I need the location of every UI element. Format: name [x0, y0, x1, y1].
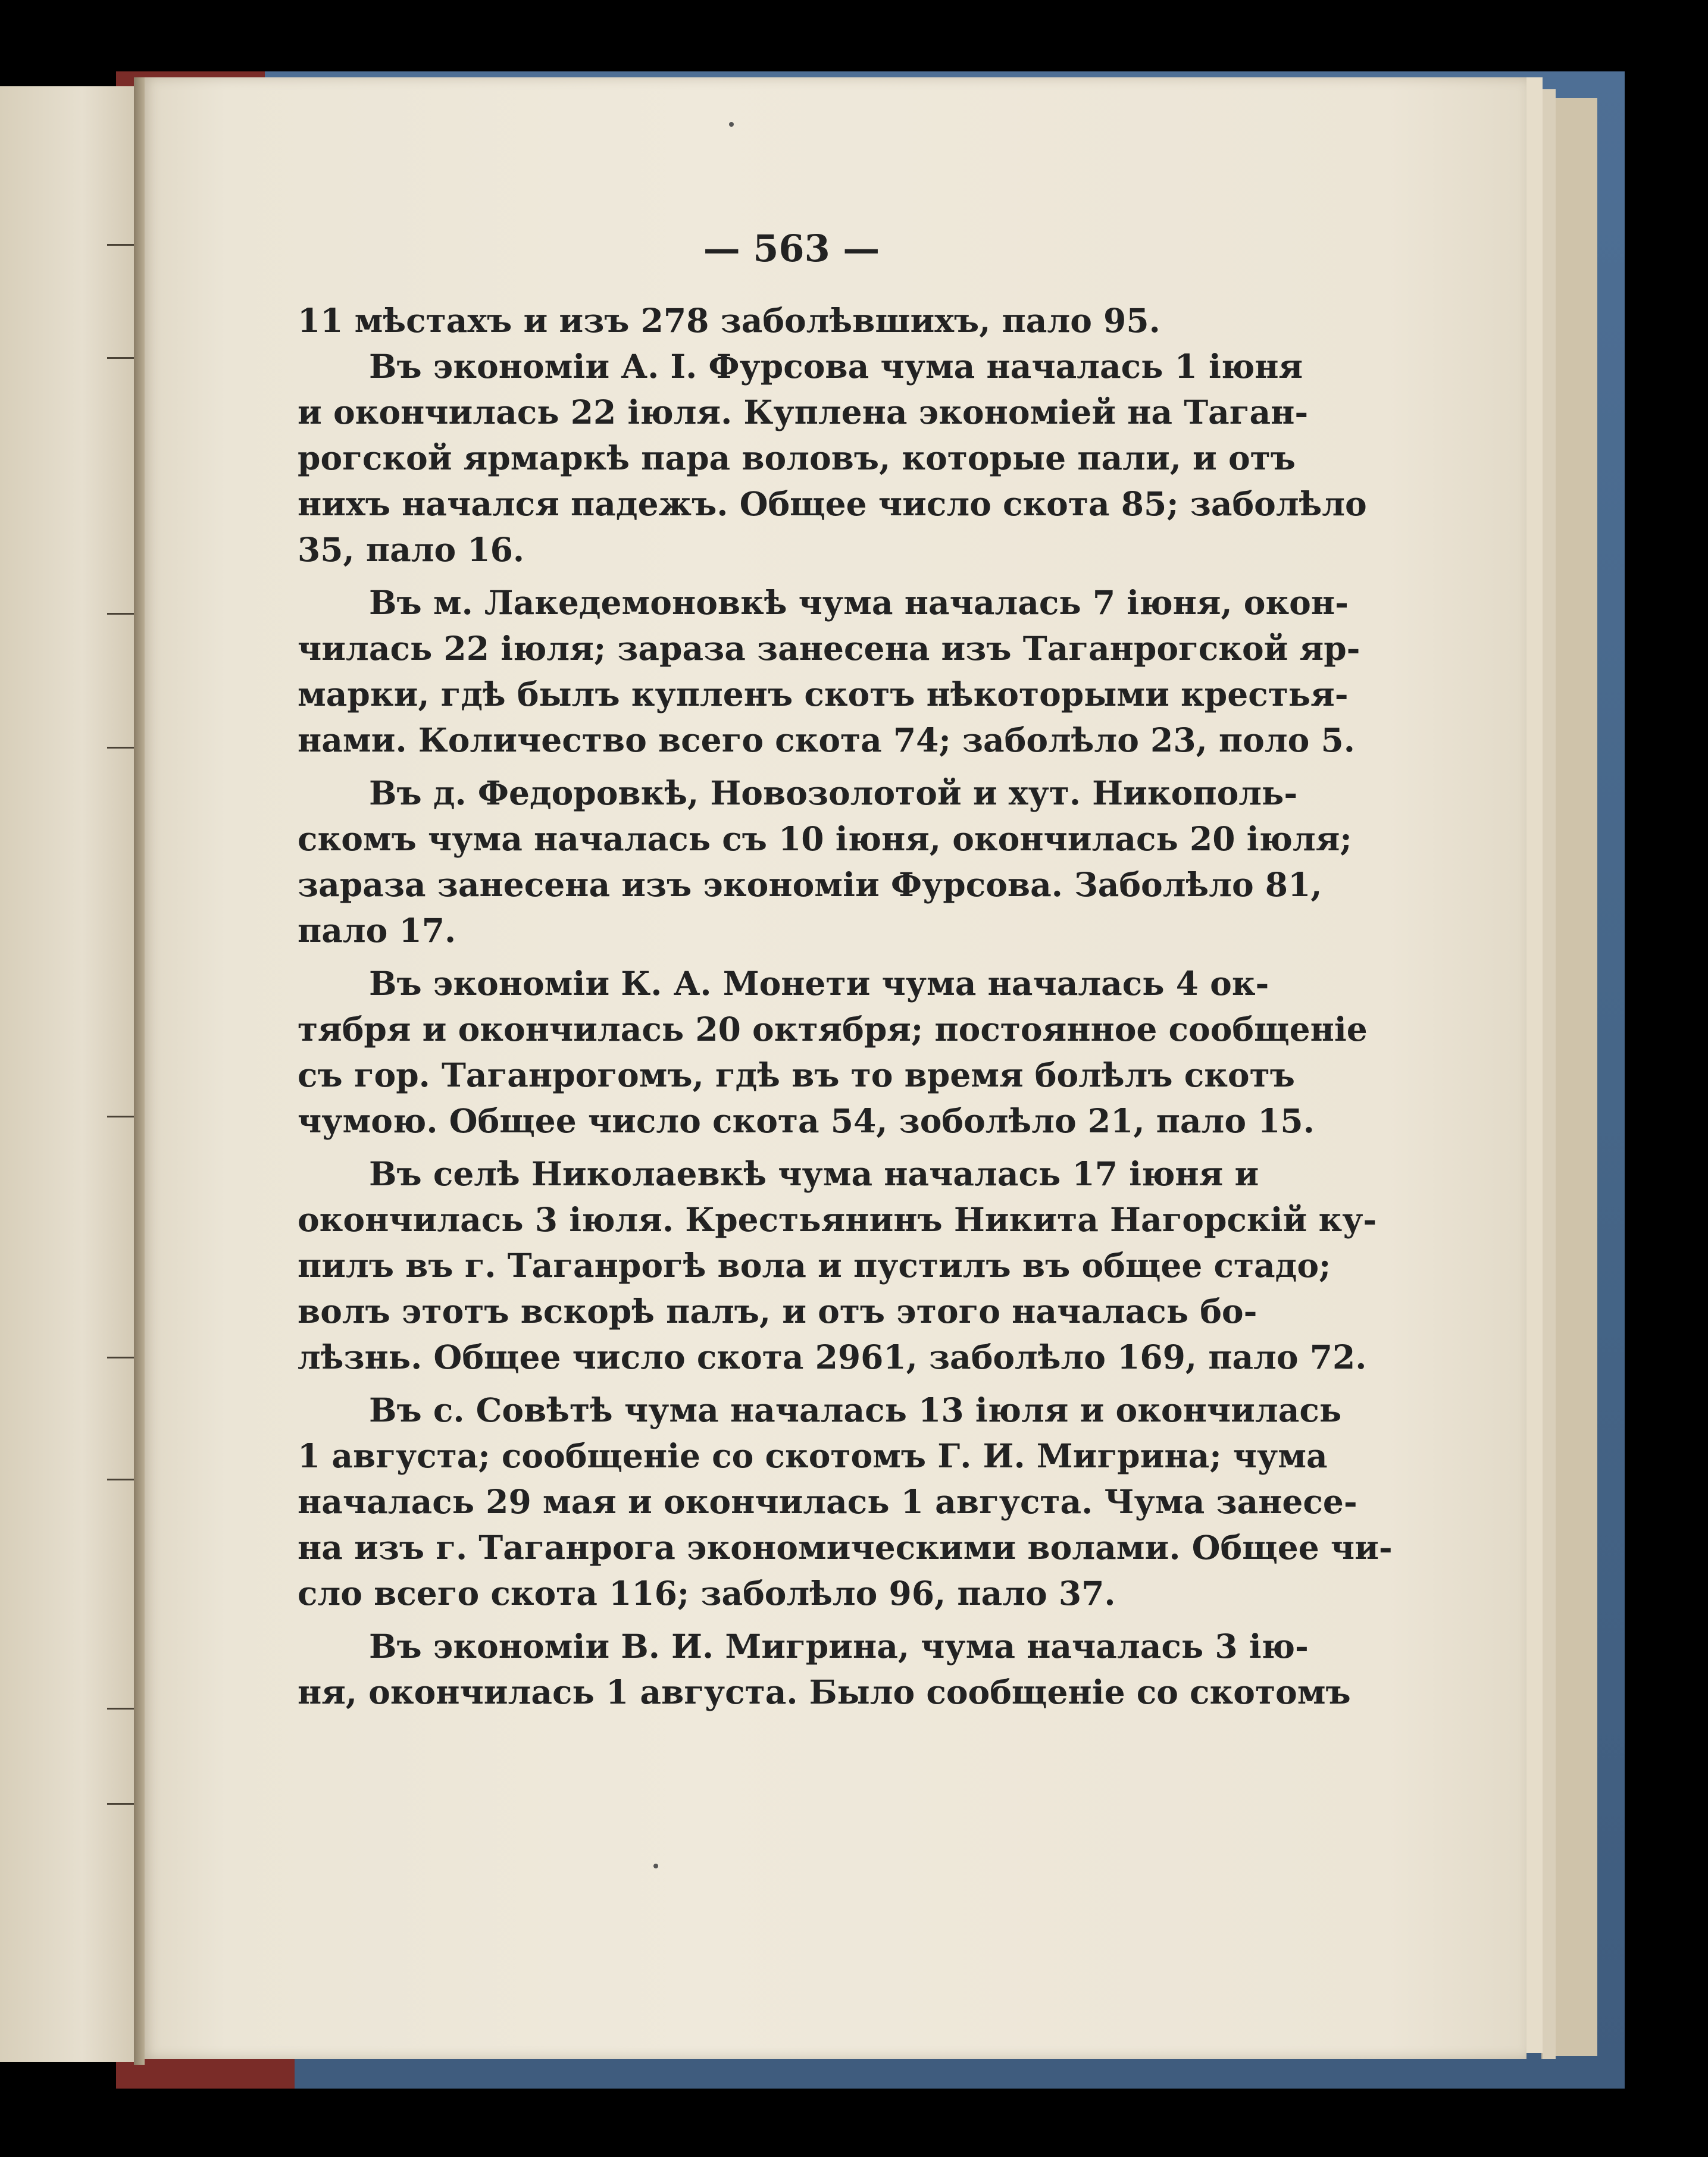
- text-line: Въ м. Лакедемоновкѣ чума началась 7 іюня, окон-: [369, 583, 1349, 622]
- text-line: сло всего скота 116; заболѣло 96, пало 37.: [298, 1574, 1116, 1613]
- ink-speck: [729, 122, 734, 127]
- book-gutter: [134, 77, 145, 2065]
- previous-page: [0, 86, 137, 2062]
- text-line: рогской ярмаркѣ пара воловъ, которые пали, и отъ: [298, 439, 1296, 477]
- page-edges: [1554, 98, 1597, 2056]
- text-line: Въ экономіи К. А. Монети чума началась 4 ок-: [369, 964, 1269, 1003]
- text-line: нами. Количество всего скота 74; заболѣло 23, поло 5.: [298, 721, 1355, 759]
- text-line: 11 мѣстахъ и изъ 278 заболѣвшихъ, пало 95.: [298, 301, 1160, 340]
- text-line: началась 29 мая и окончилась 1 августа. Чума занесе-: [298, 1482, 1357, 1521]
- text-line: зараза занесена изъ экономіи Фурсова. Заболѣло 81,: [298, 865, 1322, 904]
- text-line: на изъ г. Таганрога экономическими волами. Общее чи-: [298, 1528, 1393, 1567]
- text-line: Въ экономіи В. И. Мигрина, чума началась 3 ію-: [369, 1627, 1309, 1666]
- text-line: 1 августа; сообщеніе со скотомъ Г. И. Мигрина; чума: [298, 1436, 1328, 1475]
- text-line: волъ этотъ вскорѣ палъ, и отъ этого началась бо-: [298, 1292, 1257, 1330]
- text-line: лѣзнь. Общее число скота 2961, заболѣло 169, пало 72.: [298, 1338, 1367, 1376]
- text-line: Въ с. Совѣтѣ чума началась 13 іюля и окончилась: [369, 1391, 1342, 1429]
- text-line: Въ селѣ Николаевкѣ чума началась 17 іюня и: [369, 1154, 1259, 1193]
- text-line: пало 17.: [298, 911, 456, 950]
- text-line: чумою. Общее число скота 54, зоболѣло 21, пало 15.: [298, 1101, 1315, 1140]
- text-line: тября и окончилась 20 октября; постоянное сообщеніе: [298, 1010, 1368, 1048]
- text-line: чилась 22 іюля; зараза занесена изъ Таганрогской яр-: [298, 629, 1360, 668]
- ink-speck: [653, 1864, 658, 1868]
- text-line: Въ д. Федоровкѣ, Новозолотой и хут. Никополь-: [369, 774, 1298, 812]
- text-line: скомъ чума началась съ 10 іюня, окончилась 20 іюля;: [298, 819, 1352, 858]
- body-text: [298, 298, 1393, 1715]
- text-line: Въ экономіи А. І. Фурсова чума началась 1 іюня: [369, 347, 1303, 386]
- text-line: съ гор. Таганрогомъ, гдѣ въ то время болѣлъ скотъ: [298, 1056, 1295, 1094]
- page-edges: [1541, 89, 1556, 2059]
- page-number: — 563 —: [703, 227, 880, 270]
- text-line: 35, пало 16.: [298, 530, 525, 569]
- text-line: ня, окончилась 1 августа. Было сообщеніе со скотомъ: [298, 1673, 1351, 1711]
- text-line: пилъ въ г. Таганрогѣ вола и пустилъ въ общее стадо;: [298, 1246, 1331, 1285]
- text-line: марки, гдѣ былъ купленъ скотъ нѣкоторыми крестья-: [298, 675, 1349, 713]
- text-line: окончилась 3 іюля. Крестьянинъ Никита Нагорскій ку-: [298, 1200, 1377, 1239]
- text-line: нихъ начался падежъ. Общее число скота 85; заболѣло: [298, 484, 1367, 523]
- text-line: и окончилась 22 іюля. Куплена экономіей на Таган-: [298, 393, 1309, 431]
